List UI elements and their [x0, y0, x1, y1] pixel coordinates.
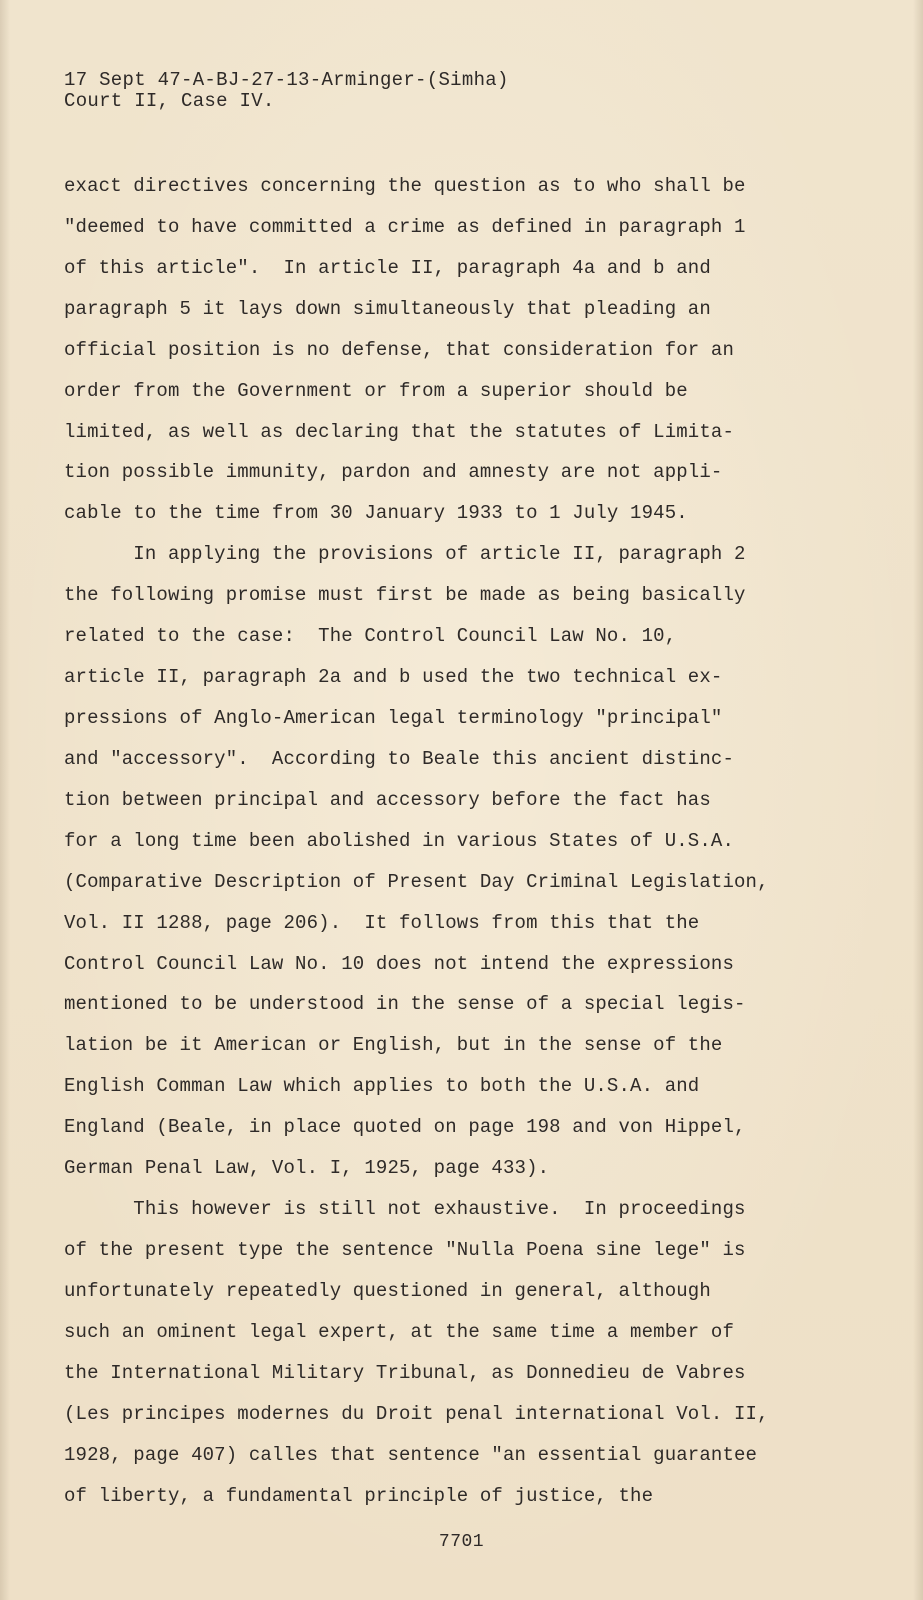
header-line-2: Court II, Case IV. — [64, 90, 275, 112]
body-line: article II, paragraph 2a and b used the two technical ex- — [64, 666, 723, 689]
body-line: In applying the provisions of article II, paragraph 2 — [64, 543, 746, 566]
body-line: for a long time been abolished in various States of U.S.A. — [64, 829, 735, 852]
document-header — [64, 70, 509, 112]
body-line: paragraph 5 it lays down simultaneously that pleading an — [64, 297, 711, 320]
body-line: (Les principes modernes du Droit penal international Vol. II, — [64, 1402, 769, 1425]
body-line: such an ominent legal expert, at the same time a member of — [64, 1320, 735, 1343]
body-line: This however is still not exhaustive. In proceedings — [64, 1198, 746, 1221]
page-number: 7701 — [438, 1532, 485, 1552]
body-line: tion possible immunity, pardon and amnesty are not appli- — [64, 461, 723, 484]
body-line: the International Military Tribunal, as Donnedieu de Vabres — [64, 1361, 746, 1384]
body-line: tion between principal and accessory before the fact has — [64, 788, 711, 811]
body-line: lation be it American or English, but in the sense of the — [64, 1034, 723, 1057]
header-line-1: 17 Sept 47-A-BJ-27-13-Arminger-(Simha) — [64, 69, 509, 91]
body-line: official position is no defense, that consideration for an — [64, 338, 735, 361]
body-line: the following promise must first be made as being basically — [64, 584, 746, 607]
body-line: of this article". In article II, paragraph 4a and b and — [64, 256, 711, 279]
page-edge-shadow-right — [913, 0, 923, 1600]
body-line: England (Beale, in place quoted on page 198 and von Hippel, — [64, 1116, 746, 1139]
body-line: and "accessory". According to Beale this ancient distinc- — [64, 747, 735, 770]
body-line: order from the Government or from a superior should be — [64, 379, 688, 402]
body-line: "deemed to have committed a crime as defined in paragraph 1 — [64, 215, 746, 238]
document-body — [64, 166, 864, 1516]
body-line: unfortunately repeatedly questioned in general, although — [64, 1279, 711, 1302]
body-line: cable to the time from 30 January 1933 to 1 July 1945. — [64, 502, 688, 525]
body-line: Control Council Law No. 10 does not intend the expressions — [64, 952, 735, 975]
body-line: mentioned to be understood in the sense of a special legis- — [64, 993, 746, 1016]
body-line: of liberty, a fundamental principle of justice, the — [64, 1484, 654, 1507]
body-line: 1928, page 407) calles that sentence "an essential guarantee — [64, 1443, 758, 1466]
body-line: English Comman Law which applies to both the U.S.A. and — [64, 1075, 700, 1098]
body-line: limited, as well as declaring that the statutes of Limita- — [64, 420, 735, 443]
body-line: German Penal Law, Vol. I, 1925, page 433). — [64, 1157, 550, 1180]
body-line: Vol. II 1288, page 206). It follows from this that the — [64, 911, 700, 934]
body-line: (Comparative Description of Present Day Criminal Legislation, — [64, 870, 769, 893]
body-line: of the present type the sentence "Nulla Poena sine lege" is — [64, 1238, 746, 1261]
body-line: related to the case: The Control Council Law No. 10, — [64, 625, 677, 648]
page-edge-shadow-left — [0, 0, 10, 1600]
body-line: pressions of Anglo-American legal terminology "principal" — [64, 706, 723, 729]
body-line: exact directives concerning the question as to who shall be — [64, 175, 746, 197]
